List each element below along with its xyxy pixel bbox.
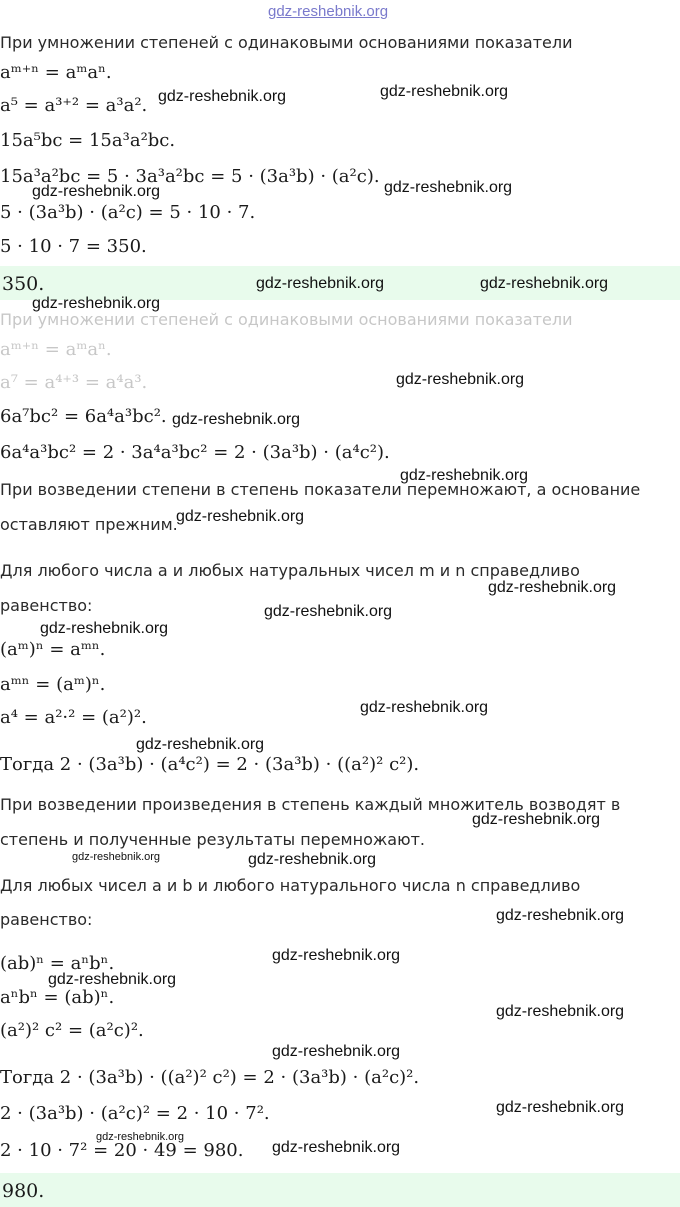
text-line: Для любых чисел a и b и любого натурального числа n справедливо [0,876,581,895]
watermark: gdz-reshebnik.org [272,1043,401,1060]
answer-band [0,1173,680,1207]
formula-line: 5 · (3a³b) · (a²c) = 5 · 10 · 7. [0,202,256,223]
formula-line: Тогда 2 · (3a³b) · (a⁴c²) = 2 · (3a³b) · ((a²)² c²). [0,754,420,775]
watermark: gdz-reshebnik.org [396,371,525,388]
watermark: gdz-reshebnik.org [172,411,301,428]
watermark: gdz-reshebnik.org [264,603,393,620]
formula-line: 5 · 10 · 7 = 350. [0,236,147,257]
watermark: gdz-reshebnik.org [488,579,617,596]
answer-value: 980. [2,1180,45,1202]
text-line: Для любого числа a и любых натуральных чисел m и n справедливо [0,561,580,580]
text-line: При возведении произведения в степень каждый множитель возводят в [0,795,621,814]
watermark: gdz-reshebnik.org [400,467,529,484]
formula-line: a⁵ = a³⁺² = a³a². [0,95,148,116]
watermark: gdz-reshebnik.org [380,83,509,100]
watermark: gdz-reshebnik.org [136,736,265,753]
formula-line: aⁿbⁿ = (ab)ⁿ. [0,987,115,1008]
text-line: равенство: [0,910,93,929]
text-line: При умножении степеней с одинаковыми основаниями показатели [0,33,573,52]
text-line: При умножении степеней с одинаковыми основаниями показатели [0,310,573,329]
watermark: gdz-reshebnik.org [176,508,305,525]
watermark: gdz-reshebnik.org [496,1003,625,1020]
watermark: gdz-reshebnik.org [96,1131,185,1143]
formula-line: aᵐ⁺ⁿ = aᵐaⁿ. [0,62,112,83]
watermark: gdz-reshebnik.org [72,851,161,863]
watermark: gdz-reshebnik.org [256,275,385,292]
formula-line: (ab)ⁿ = aⁿbⁿ. [0,953,115,974]
watermark: gdz-reshebnik.org [496,907,625,924]
watermark: gdz-reshebnik.org [272,947,401,964]
text-line: равенство: [0,596,93,615]
formula-line: 2 · (3a³b) · (a²c)² = 2 · 10 · 7². [0,1103,270,1124]
formula-line: aᵐⁿ = (aᵐ)ⁿ. [0,674,106,695]
formula-line: 2 · 10 · 7² = 20 · 49 = 980. [0,1140,244,1161]
text-line: оставляют прежним. [0,515,178,534]
watermark: gdz-reshebnik.org [496,1099,625,1116]
formula-line: 15a⁵bc = 15a³a²bc. [0,130,176,151]
answer-value: 350. [2,273,45,295]
watermark: gdz-reshebnik.org [248,851,377,868]
formula-line: a⁴ = a²·² = (a²)². [0,707,147,728]
watermark: gdz-reshebnik.org [360,699,489,716]
formula-line: a⁷ = a⁴⁺³ = a⁴a³. [0,372,148,393]
watermark: gdz-reshebnik.org [40,620,169,637]
text-line: степень и полученные результаты перемножают. [0,830,425,849]
watermark: gdz-reshebnik.org [472,811,601,828]
formula-line: 15a³a²bc = 5 · 3a³a²bc = 5 · (3a³b) · (a²c). [0,166,380,187]
formula-line: (a²)² c² = (a²c)². [0,1020,144,1041]
watermark: gdz-reshebnik.org [32,183,161,200]
formula-line: 6a⁴a³bc² = 2 · 3a⁴a³bc² = 2 · (3a³b) · (a⁴c²). [0,442,390,463]
formula-line: Тогда 2 · (3a³b) · ((a²)² c²) = 2 · (3a³b) · (a²c)². [0,1067,420,1088]
formula-line: aᵐ⁺ⁿ = aᵐaⁿ. [0,339,112,360]
watermark-top: gdz-reshebnik.org [268,3,389,20]
formula-line: 6a⁷bc² = 6a⁴a³bc². [0,406,167,427]
text-line: При возведении степени в степень показатели перемножают, а основание [0,480,641,499]
watermark: gdz-reshebnik.org [384,179,513,196]
watermark: gdz-reshebnik.org [158,88,287,105]
watermark: gdz-reshebnik.org [32,295,161,312]
formula-line: (aᵐ)ⁿ = aᵐⁿ. [0,639,106,660]
watermark: gdz-reshebnik.org [480,275,609,292]
watermark: gdz-reshebnik.org [48,971,177,988]
watermark: gdz-reshebnik.org [272,1139,401,1156]
